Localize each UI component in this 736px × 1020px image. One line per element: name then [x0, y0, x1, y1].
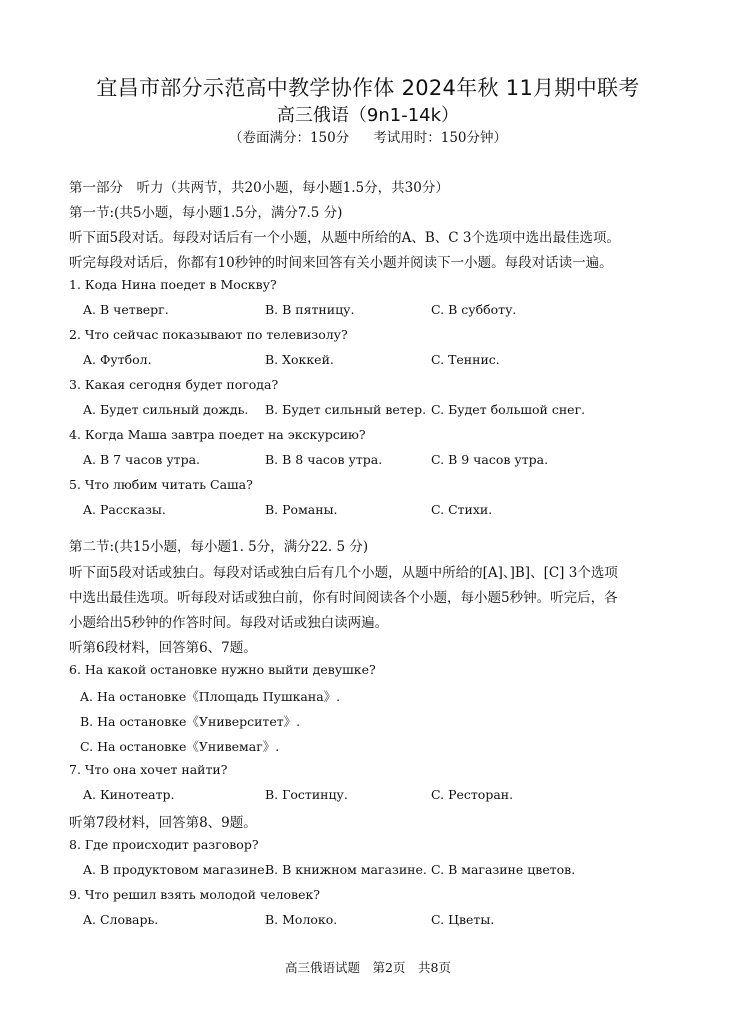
question-6-option-b: B. На остановке《Университет》. — [80, 714, 301, 729]
section2-heading: 第二节:(共15小题，每小题1. 5分，满分22. 5 分) — [69, 539, 369, 555]
question-stem-3: 3. Какая сегодня будет погода? — [69, 377, 279, 392]
section2-instruction-2: 中选出最佳选项。听每段对话或独白前，你有时间阅读各个小题，每小题5秒钟。听完后，各 — [69, 590, 618, 606]
question-8-option-a: A. В продуктовом магазине. — [83, 862, 269, 877]
question-8-option-c: C. В магазине цветов. — [431, 862, 576, 877]
question-stem-2: 2. Что сейчас показывают по телевизолу? — [69, 327, 348, 342]
question-8-option-b: B. В книжном магазине. — [265, 862, 427, 877]
question-9-option-c: C. Цветы. — [431, 912, 495, 927]
question-stem-1: 1. Кода Нина поедет в Москву? — [69, 277, 277, 292]
question-3-option-a: A. Будет сильный дождь. — [83, 402, 249, 417]
question-stem-5: 5. Что любим читать Саша? — [69, 477, 253, 492]
material-7-label: 听第7段材料，回答第8、9题。 — [69, 815, 257, 831]
question-stem-7: 7. Что она хочет найти? — [69, 762, 228, 777]
question-4-option-b: B. В 8 часов утра. — [265, 452, 383, 467]
question-7-option-a: A. Кинотеатр. — [83, 787, 175, 802]
question-7-option-b: B. Гостинцу. — [265, 787, 348, 802]
question-4-option-a: A. В 7 часов утра. — [83, 452, 201, 467]
question-9-option-b: B. Молоко. — [265, 912, 338, 927]
question-4-option-c: C. В 9 часов утра. — [431, 452, 549, 467]
question-2-option-b: B. Хоккей. — [265, 352, 334, 367]
exam-info-score: （卷面满分：150分 — [228, 130, 350, 146]
question-stem-9: 9. Что решил взять молодой человек? — [69, 887, 320, 902]
question-6-option-c: C. На остановке《Унивемаг》. — [80, 739, 280, 754]
question-7-option-c: C. Ресторан. — [431, 787, 514, 802]
question-stem-6: 6. На какой остановке нужно выйти девушке? — [69, 662, 376, 677]
exam-info — [0, 126, 736, 146]
question-1-option-b: B. В пятницу. — [265, 302, 355, 317]
question-2-option-c: C. Теннис. — [431, 352, 500, 367]
section1-instruction-2: 听完每段对话后，你都有10秒钟的时间来回答有关小题并阅读下一小题。每段对话读一遍。 — [69, 255, 613, 271]
question-5-option-a: A. Рассказы. — [83, 502, 166, 517]
question-2-option-a: A. Футбол. — [83, 352, 152, 367]
question-1-option-a: A. В четверг. — [83, 302, 169, 317]
question-3-option-b: B. Будет сильный ветер. — [265, 402, 427, 417]
question-stem-8: 8. Где происходит разговор? — [69, 837, 259, 852]
page-subtitle: 高三俄语（9n1-14k） — [276, 105, 460, 126]
question-6-option-a: A. На остановке《Площадь Пушкана》. — [80, 689, 341, 704]
part1-heading: 第一部分 听力（共两节，共20小题，每小题1.5分，共30分） — [69, 180, 449, 196]
question-stem-4: 4. Когда Маша завтра поедет на экскурсию? — [69, 427, 366, 442]
section1-heading: 第一节:(共5小题，每小题1.5分，满分7.5 分) — [69, 205, 343, 221]
exam-info-time: 考试用时：150分钟） — [373, 130, 508, 146]
section2-instruction-1: 听下面5段对话或独白。每段对话或独白后有几个小题，从题中所给的[A]、]B]、[C] 3个选项 — [69, 565, 618, 581]
section2-instruction-3: 小题给出5秒钟的作答时间。每段对话或独白读两遍。 — [69, 615, 389, 631]
page-footer: 高三俄语试题 第2页 共8页 — [285, 960, 451, 975]
question-9-option-a: A. Словарь. — [83, 912, 159, 927]
question-1-option-c: C. В субботу. — [431, 302, 517, 317]
question-5-option-b: B. Романы. — [265, 502, 338, 517]
question-5-option-c: C. Стихи. — [431, 502, 493, 517]
section1-instruction-1: 听下面5段对话。每段对话后有一个小题，从题中所给的A、B、C 3个选项中选出最佳选项。 — [69, 230, 620, 246]
material-6-label: 听第6段材料，回答第6、7题。 — [69, 640, 257, 656]
page-title: 宜昌市部分示范高中教学协作体 2024年秋 11月期中联考 — [96, 76, 640, 100]
question-3-option-c: C. Будет большой снег. — [431, 402, 586, 417]
